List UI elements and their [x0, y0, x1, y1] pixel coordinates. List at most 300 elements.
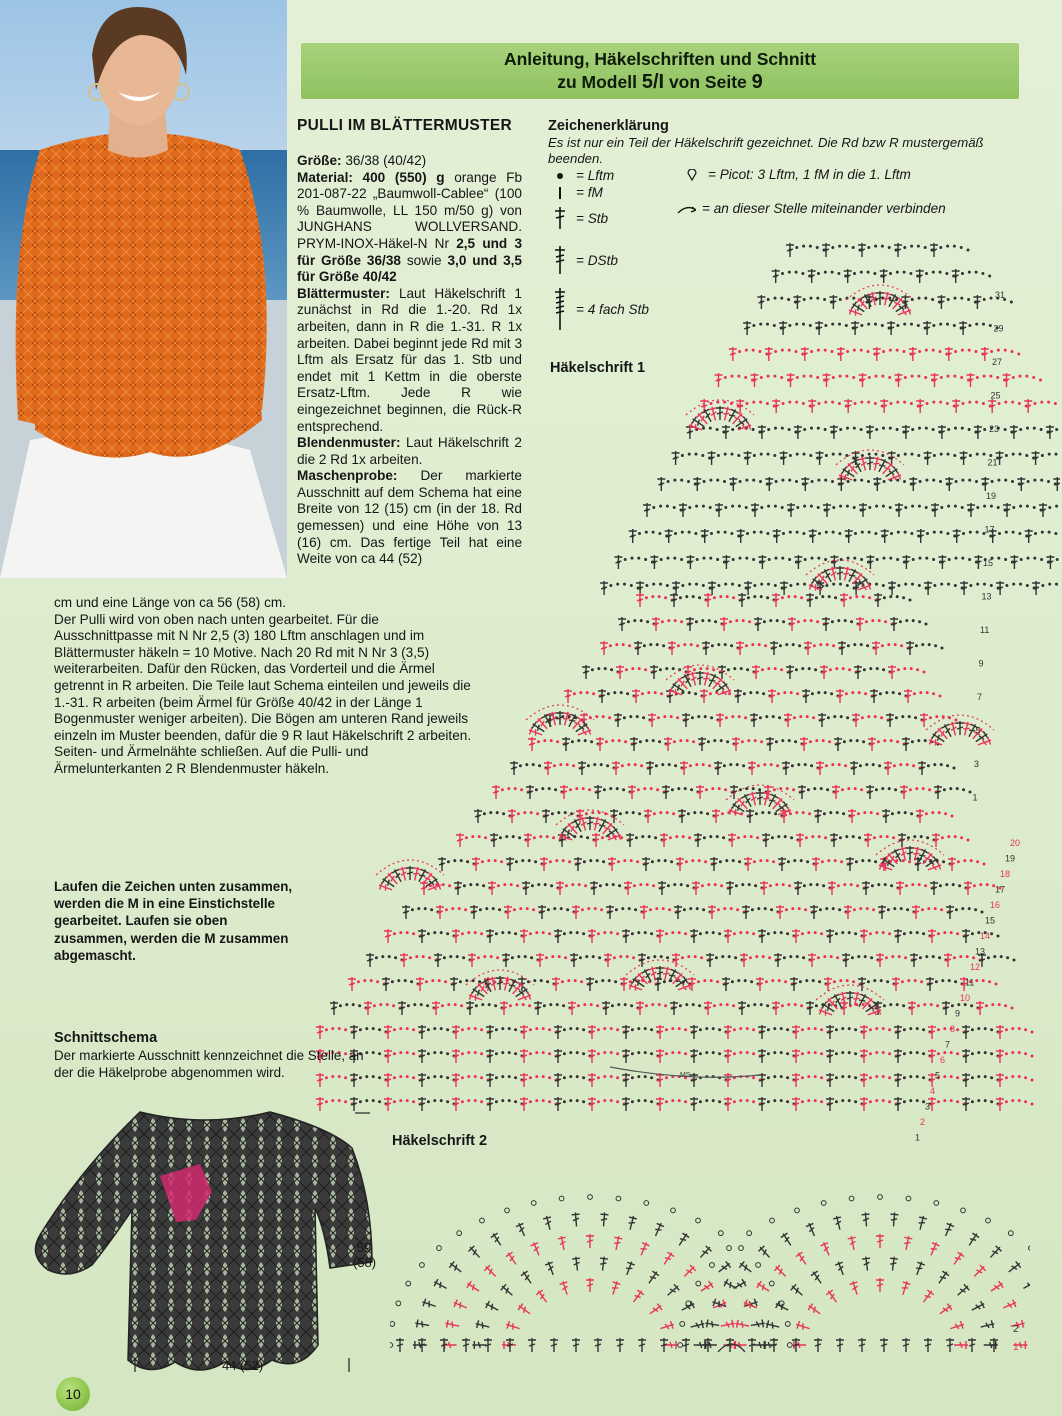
chain-arc	[704, 1001, 742, 1015]
chain-arc	[932, 833, 970, 847]
border-base-stitch	[814, 1338, 822, 1352]
chain-arc	[860, 1025, 898, 1039]
chain-arc	[418, 1025, 456, 1039]
chain-arc	[560, 785, 598, 799]
chain-arc	[820, 665, 858, 679]
fan-motif	[376, 860, 444, 894]
chain-arc	[582, 665, 620, 679]
chain-arc	[608, 857, 646, 871]
chain-arc	[634, 641, 672, 655]
chain-arc	[330, 1001, 368, 1015]
chain-arc	[844, 269, 884, 283]
crochet-chart-1	[300, 225, 1060, 1145]
chain-arc	[826, 1049, 864, 1063]
chain-arc	[962, 1025, 1000, 1039]
chain-arc	[902, 555, 942, 569]
chart1-upper-row-number: 3	[974, 759, 980, 769]
chain-arc	[1046, 425, 1060, 439]
chain-arc	[586, 977, 624, 991]
chain-arc	[888, 665, 926, 679]
chain-arc	[562, 737, 600, 751]
chain-arc	[824, 977, 862, 991]
chain-arc	[316, 1025, 354, 1039]
header-line2-prefix: zu Modell	[557, 72, 637, 92]
chain-arc	[384, 929, 422, 943]
chain-arc	[646, 761, 684, 775]
chain-arc	[945, 477, 985, 491]
chain-arc	[823, 503, 863, 517]
chain-arc	[552, 977, 590, 991]
border-base-stitch	[836, 1338, 844, 1352]
chain-arc	[894, 1073, 932, 1087]
chain-arc	[636, 1001, 674, 1015]
chain-arc	[856, 617, 894, 631]
chain-arc	[774, 953, 812, 967]
chain-arc	[658, 881, 696, 895]
chain-arc	[486, 1049, 524, 1063]
schema-length-alt: (58)	[353, 1255, 377, 1270]
chain-arc	[737, 529, 777, 543]
chain-arc	[758, 1049, 796, 1063]
chain-arc	[624, 881, 662, 895]
legend-stb-label: = Stb	[576, 210, 609, 226]
chain-arc	[780, 451, 820, 465]
chain-arc	[924, 581, 964, 595]
chain-arc	[524, 833, 562, 847]
chain-arc	[520, 1025, 558, 1039]
chain-arc	[348, 977, 386, 991]
legend-item-lftm	[550, 168, 614, 183]
size-value: 36/38 (40/42)	[345, 153, 427, 168]
chain-arc	[801, 477, 841, 491]
chain-arc	[830, 555, 870, 569]
chain-arc	[780, 581, 820, 595]
chart1-upper-row-number: 23	[989, 424, 1000, 434]
chain-arc	[700, 689, 738, 703]
chart1-lower-row-number: 11	[965, 977, 975, 988]
fan-motif	[526, 705, 594, 739]
chain-arc	[436, 905, 474, 919]
border-arc-motif	[390, 1195, 792, 1349]
border-base-stitch	[924, 1338, 932, 1352]
chain-arc	[704, 593, 742, 607]
pattern-label: Blättermuster:	[297, 285, 390, 301]
chain-arc	[434, 953, 472, 967]
chain-arc	[1024, 399, 1060, 413]
chain-arc	[918, 761, 956, 775]
chain-arc	[694, 833, 732, 847]
chain-arc	[688, 977, 726, 991]
chain-arc	[778, 857, 816, 871]
chain-arc	[570, 953, 608, 967]
border-base-stitch	[462, 1338, 470, 1352]
chain-arc	[1017, 477, 1057, 491]
chain-arc	[554, 929, 592, 943]
chain-arc	[996, 1097, 1034, 1111]
chain-arc	[726, 881, 764, 895]
chain-arc	[826, 1097, 864, 1111]
chain-arc	[744, 451, 784, 465]
chain-arc	[724, 1025, 762, 1039]
chain-arc	[873, 347, 913, 361]
wide-text: Der Pulli wird von oben nach unten gearbeitet. Für die Ausschnittpasse mit N Nr 2,5 (3) 180 Lftm anschlagen und im Blättermuster häkeln = 10 Motive. Nach 20 Rd mit N Nr 3 (3,5) weiterarbeiten. Dafür den Rücken, das Vorderteil und die Ärmel getrennt in R arbeiten. Die Teile laut Schema einteilen und jeweils die 1.-31. R arbeiten (beim Ärmel für Größe 40/42 in der Länge 1 Bogenmuster weniger arbeiten). Die Bögen am unteren Rand jeweils einzeln im Muster beenden, dafür die 9 R laut Häkelschrift 2 arbeiten. Seiten- und Ärmelnähte schließen. Auf die Pulli- und Ärmelunterkanten 2 R Blendenmuster häkeln.	[54, 611, 472, 776]
chain-arc	[724, 1097, 762, 1111]
chain-arc	[454, 881, 492, 895]
chain-arc	[756, 977, 794, 991]
legend-lftm-label: = Lftm	[576, 168, 615, 183]
chain-arc	[648, 713, 686, 727]
chain-arc	[830, 425, 870, 439]
chain-arc	[636, 581, 676, 595]
chain-arc	[656, 1097, 694, 1111]
legend-4fach-label: = 4 fach Stb	[576, 301, 649, 317]
chain-arc	[967, 503, 1007, 517]
chain-arc	[923, 321, 963, 335]
chain-arc	[1003, 503, 1043, 517]
legend-fm-label: = fM	[576, 185, 603, 200]
chain-arc	[528, 737, 566, 751]
chain-arc	[967, 373, 1007, 387]
chain-arc	[872, 641, 910, 655]
chain-arc	[382, 977, 420, 991]
fan-motif	[806, 560, 874, 594]
chain-arc	[916, 399, 956, 413]
chain-arc	[852, 581, 892, 595]
chain-arc	[638, 953, 676, 967]
chain-arc	[520, 929, 558, 943]
chain-arc	[838, 641, 876, 655]
chain-arc	[752, 665, 790, 679]
chain-arc	[656, 929, 694, 943]
chain-arc	[1046, 555, 1060, 569]
chain-arc	[418, 1097, 456, 1111]
header-line2	[301, 71, 1019, 94]
chain-arc	[938, 555, 978, 569]
chain-arc	[758, 1073, 796, 1087]
border-base-stitch	[968, 1338, 976, 1352]
chain-arc	[758, 1025, 796, 1039]
chain-arc	[792, 929, 830, 943]
chain-arc	[996, 581, 1036, 595]
chain-arc	[714, 761, 752, 775]
chain-arc	[665, 529, 705, 543]
chain-arc	[910, 953, 948, 967]
chain-arc	[1010, 425, 1050, 439]
chain-arc	[672, 953, 710, 967]
chain-arc	[772, 399, 812, 413]
chain-arc	[722, 425, 762, 439]
chain-arc	[938, 425, 978, 439]
chain-arc	[486, 929, 524, 943]
chain-arc	[622, 929, 660, 943]
chain-arc	[576, 809, 614, 823]
chain-arc	[490, 833, 528, 847]
chain-arc	[895, 503, 935, 517]
chain-arc	[716, 713, 754, 727]
chain-arc	[816, 761, 854, 775]
chain-arc	[930, 881, 968, 895]
chain-arc	[502, 953, 540, 967]
chain-arc	[794, 425, 834, 439]
chart1-lower-row-number: 7	[945, 1039, 951, 1050]
chain-arc	[880, 269, 920, 283]
chain-arc	[796, 833, 834, 847]
chain-arc	[538, 905, 576, 919]
chart1-lower-row-number: 18	[1000, 869, 1011, 879]
fan-motif	[466, 970, 534, 1004]
schema-length	[353, 1240, 375, 1270]
chain-arc	[794, 881, 832, 895]
sweater-schema	[20, 1100, 380, 1380]
chain-arc	[823, 373, 863, 387]
chain-arc	[452, 1097, 490, 1111]
chain-arc	[909, 477, 949, 491]
chain-arc	[790, 977, 828, 991]
chain-arc	[690, 1049, 728, 1063]
chain-arc	[544, 761, 582, 775]
chain-arc	[452, 1025, 490, 1039]
chain-arc	[948, 857, 986, 871]
chain-arc	[384, 1073, 422, 1087]
chain-arc	[798, 785, 836, 799]
chain-arc	[852, 713, 890, 727]
chain-arc	[845, 529, 885, 543]
chain-arc	[670, 593, 708, 607]
chain-arc	[888, 451, 928, 465]
chain-arc	[402, 905, 440, 919]
chain-arc	[886, 713, 924, 727]
chain-arc	[722, 555, 762, 569]
chain-arc	[418, 1073, 456, 1087]
chain-arc	[706, 953, 744, 967]
border-base-stitch	[880, 1338, 888, 1352]
schema-title: Schnittschema	[54, 1030, 158, 1046]
chart1-lower-row-number: 17	[995, 884, 1006, 895]
chain-arc	[686, 555, 726, 569]
chain-arc	[908, 1001, 946, 1015]
chart1-lower-row-number: 3	[925, 1101, 931, 1112]
chain-arc	[636, 593, 674, 607]
chain-arc	[604, 953, 642, 967]
chain-arc	[946, 905, 984, 919]
chain-arc	[740, 953, 778, 967]
chain-arc	[640, 905, 678, 919]
chain-arc	[848, 809, 886, 823]
header-line2-mid: von Seite	[668, 72, 747, 92]
chain-arc	[734, 689, 772, 703]
chain-arc	[456, 833, 494, 847]
chain-arc	[881, 529, 921, 543]
border-base-stitch	[550, 1338, 558, 1352]
chain-arc	[670, 1001, 708, 1015]
chain-arc	[518, 977, 556, 991]
chain-arc	[887, 321, 927, 335]
chain-arc	[1010, 555, 1050, 569]
chart1-upper-row-number: 27	[992, 357, 1003, 367]
chain-arc	[729, 477, 769, 491]
chain-arc	[664, 737, 702, 751]
wide-line1: cm und eine Länge von ca 56 (58) cm.	[54, 595, 286, 610]
chain-arc	[770, 641, 808, 655]
chain-arc	[837, 477, 877, 491]
chart1-upper-row-number: 21	[987, 457, 998, 468]
chain-arc	[416, 977, 454, 991]
chain-arc	[692, 881, 730, 895]
border-base-stitch	[616, 1338, 624, 1352]
chain-arc	[672, 581, 712, 595]
chain-arc	[746, 809, 784, 823]
border-arc-motif	[678, 1195, 1030, 1349]
chain-arc	[764, 785, 802, 799]
chain-arc	[622, 1025, 660, 1039]
chain-arc	[744, 581, 784, 595]
chain-arc	[772, 1001, 810, 1015]
chart1-lower-row-number: 2	[920, 1117, 926, 1127]
chain-arc	[772, 593, 810, 607]
chain-arc	[834, 737, 872, 751]
chart1-lower-row-number: 10	[960, 993, 971, 1003]
chain-arc	[844, 399, 884, 413]
chain-arc	[588, 1049, 626, 1063]
chain-arc	[858, 243, 898, 257]
chain-arc	[698, 737, 736, 751]
chart2-title: Häkelschrift 2	[392, 1133, 488, 1149]
chart1-upper-row-number: 5	[975, 725, 981, 736]
chain-arc	[808, 269, 848, 283]
chain-arc	[894, 1049, 932, 1063]
chain-arc	[432, 1001, 470, 1015]
chain-arc	[384, 1025, 422, 1039]
chain-arc	[766, 737, 804, 751]
chain-arc	[350, 1025, 388, 1039]
chain-arc	[618, 617, 656, 631]
chain-arc	[642, 857, 680, 871]
chain-arc	[520, 1073, 558, 1087]
chain-arc	[792, 1025, 830, 1039]
chain-arc	[466, 1001, 504, 1015]
chart1-lower-row-number: 16	[990, 900, 1001, 910]
chain-arc	[754, 617, 792, 631]
chain-arc	[418, 1049, 456, 1063]
chain-arc	[622, 1097, 660, 1111]
chain-arc	[840, 593, 878, 607]
chain-arc	[812, 857, 850, 871]
chain-arc	[710, 857, 748, 871]
chain-arc	[814, 809, 852, 823]
chain-arc	[702, 641, 740, 655]
chain-arc	[909, 347, 949, 361]
chain-arc	[1003, 373, 1043, 387]
chart1-lower-row-number: 6	[940, 1055, 946, 1065]
chart2-row-2: 2	[1013, 1324, 1019, 1335]
chain-arc	[384, 1049, 422, 1063]
chain-arc	[808, 399, 848, 413]
chain-arc	[904, 689, 942, 703]
chain-arc	[674, 905, 712, 919]
chain-arc	[862, 881, 900, 895]
chain-arc	[822, 243, 862, 257]
chain-arc	[588, 1073, 626, 1087]
chain-arc	[701, 529, 741, 543]
chain-arc	[902, 737, 940, 751]
chain-arc	[837, 347, 877, 361]
chain-arc	[680, 761, 718, 775]
chain-arc	[859, 503, 899, 517]
chain-arc	[882, 809, 920, 823]
chain-arc	[952, 269, 992, 283]
chain-arc	[860, 1049, 898, 1063]
chain-arc	[804, 641, 842, 655]
fan-motif	[816, 985, 884, 1019]
chain-arc	[564, 689, 602, 703]
chain-arc	[962, 1049, 1000, 1063]
chain-arc	[934, 785, 972, 799]
chart1-lower-row-number: 19	[1005, 853, 1016, 864]
chain-arc	[556, 881, 594, 895]
sweater-silhouette	[36, 1112, 377, 1370]
legend-note: Es ist nur ein Teil der Häkelschrift gezeichnet. Die Rd bzw R mustergemäß beenden.	[548, 135, 984, 166]
chain-arc	[534, 1001, 572, 1015]
chain-arc	[760, 881, 798, 895]
chain-arc	[924, 451, 964, 465]
chart1-upper-row-number: 17	[984, 524, 995, 535]
chain-arc	[973, 295, 1013, 309]
chain-arc	[854, 665, 892, 679]
chain-arc	[765, 347, 805, 361]
pattern-text: Laut Häkelschrift 1 zunächst in Rd die 1.-20. Rd 1x arbeiten, dann in R die 1.-31. R 1x arbeiten. Dabei beginnt jede Rd mit 3 Lftm als Ersatz für das 1. Stb und endet mit 1 Kettm in die oberste Ersatz-Lftm. Jede R wie eingezeichnet beginnen, die Rück-R entsprechend.	[297, 285, 522, 434]
chain-arc	[900, 785, 938, 799]
chain-arc	[930, 243, 970, 257]
chain-arc	[558, 833, 596, 847]
chain-arc	[632, 689, 670, 703]
chart1-upper-row-number: 19	[986, 491, 997, 501]
chain-arc	[612, 761, 650, 775]
chain-arc	[610, 809, 648, 823]
symbols-note: Laufen die Zeichen unten zusammen, werden die M in eine Einstichstelle gearbeitet. Laufen sie oben zusammen, werden die M zusammen abgemascht.	[54, 879, 293, 963]
chain-arc	[718, 665, 756, 679]
chain-arc	[773, 529, 813, 543]
chain-arc	[364, 1001, 402, 1015]
border-base-stitch	[594, 1338, 602, 1352]
chain-arc	[751, 503, 791, 517]
chain-arc	[628, 785, 666, 799]
chain-arc	[690, 929, 728, 943]
gauge-text: Der markierte Ausschnitt auf dem Schema hat eine Breite von 12 (15) cm (in der 18. Rd gemessen) und eine Höhe von 13 (16) cm. Das fertige Teil hat eine Weite von ca 44 (52)	[297, 468, 522, 567]
chain-arc	[786, 243, 826, 257]
chain-arc	[738, 1001, 776, 1015]
chain-arc	[384, 1097, 422, 1111]
chain-arc	[574, 857, 612, 871]
chain-arc	[962, 1097, 1000, 1111]
chain-arc	[780, 809, 818, 823]
chain-arc	[806, 593, 844, 607]
chain-arc	[762, 833, 800, 847]
chain-arc	[600, 641, 638, 655]
chain-arc	[758, 1097, 796, 1111]
chain-arc	[656, 1049, 694, 1063]
chain-arc	[744, 857, 782, 871]
chain-arc	[506, 857, 544, 871]
chain-arc	[520, 1049, 558, 1063]
fan-motif	[626, 960, 694, 994]
chain-arc	[758, 929, 796, 943]
chain-arc	[801, 347, 841, 361]
chain-arc	[672, 451, 712, 465]
chain-arc	[768, 689, 806, 703]
chain-arc	[866, 555, 906, 569]
chain-arc	[554, 1025, 592, 1039]
chain-arc	[736, 641, 774, 655]
